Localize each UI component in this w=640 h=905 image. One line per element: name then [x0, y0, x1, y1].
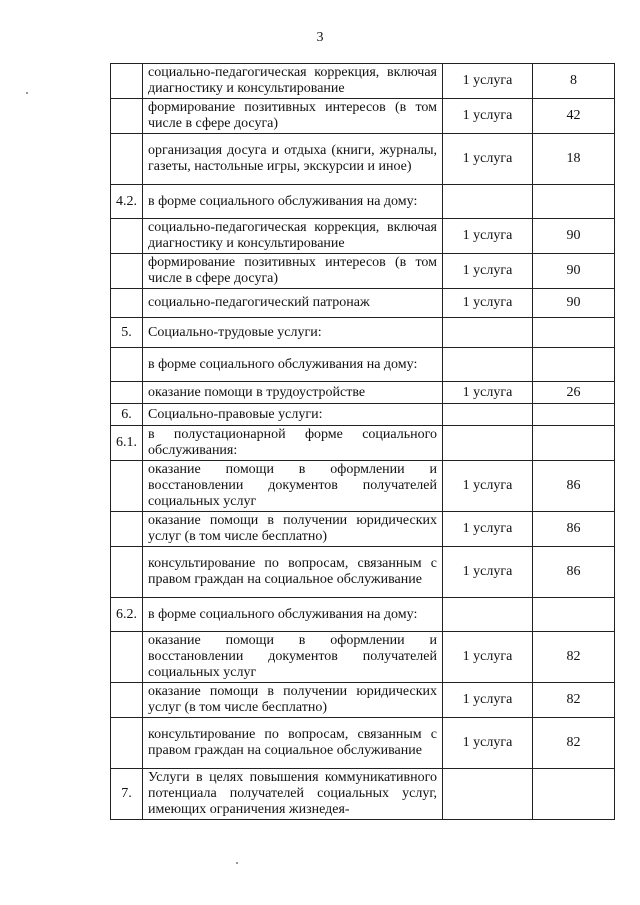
row-number — [111, 219, 143, 254]
service-name: формирование позитивных интересов (в том числе в сфере досуга) — [143, 99, 443, 134]
service-unit: 1 услуга — [443, 99, 533, 134]
row-number: 5. — [111, 318, 143, 348]
service-unit: 1 услуга — [443, 382, 533, 404]
table-row — [111, 289, 615, 318]
service-value: 42 — [533, 99, 615, 134]
service-value: 8 — [533, 64, 615, 99]
service-name: в полустационарной форме социального обслуживания: — [143, 426, 443, 461]
service-unit: 1 услуга — [443, 219, 533, 254]
service-value: 26 — [533, 382, 615, 404]
service-unit: 1 услуга — [443, 718, 533, 769]
service-value — [533, 598, 615, 632]
table-row — [111, 632, 615, 683]
service-unit: 1 услуга — [443, 512, 533, 547]
service-name: оказание помощи в оформлении и восстановлении документов получателей социальных услуг — [143, 461, 443, 512]
service-value: 18 — [533, 134, 615, 185]
table-row — [111, 461, 615, 512]
service-name: оказание помощи в оформлении и восстановлении документов получателей социальных услуг — [143, 632, 443, 683]
service-value: 86 — [533, 547, 615, 598]
service-value — [533, 318, 615, 348]
service-name: оказание помощи в получении юридических услуг (в том числе бесплатно) — [143, 512, 443, 547]
service-name: социально-педагогическая коррекция, включая диагностику и консультирование — [143, 64, 443, 99]
row-number: 4.2. — [111, 185, 143, 219]
service-unit — [443, 598, 533, 632]
table-row — [111, 404, 615, 426]
service-unit — [443, 404, 533, 426]
service-unit: 1 услуга — [443, 134, 533, 185]
row-number — [111, 382, 143, 404]
row-number — [111, 64, 143, 99]
service-unit: 1 услуга — [443, 547, 533, 598]
scan-speck — [26, 92, 28, 94]
table-row — [111, 718, 615, 769]
row-number: 6. — [111, 404, 143, 426]
service-value — [533, 185, 615, 219]
service-value: 86 — [533, 512, 615, 547]
table-row — [111, 547, 615, 598]
service-unit — [443, 318, 533, 348]
row-number — [111, 718, 143, 769]
table-row — [111, 254, 615, 289]
service-unit: 1 услуга — [443, 632, 533, 683]
table-row — [111, 426, 615, 461]
table-row — [111, 683, 615, 718]
table-row — [111, 185, 615, 219]
table-row — [111, 318, 615, 348]
table-row — [111, 512, 615, 547]
service-unit — [443, 185, 533, 219]
service-name: консультирование по вопросам, связанным с правом граждан на социальное обслуживание — [143, 718, 443, 769]
service-unit: 1 услуга — [443, 289, 533, 318]
page-number: 3 — [316, 30, 324, 45]
service-value — [533, 348, 615, 382]
scan-speck — [236, 862, 238, 864]
services-table-body — [111, 64, 615, 820]
row-number — [111, 289, 143, 318]
table-row — [111, 134, 615, 185]
row-number — [111, 254, 143, 289]
row-number — [111, 134, 143, 185]
service-name: Социально-трудовые услуги: — [143, 318, 443, 348]
service-name: формирование позитивных интересов (в том числе в сфере досуга) — [143, 254, 443, 289]
service-value: 86 — [533, 461, 615, 512]
row-number — [111, 683, 143, 718]
service-unit — [443, 348, 533, 382]
service-name: консультирование по вопросам, связанным с правом граждан на социальное обслуживание — [143, 547, 443, 598]
service-unit: 1 услуга — [443, 64, 533, 99]
service-unit — [443, 426, 533, 461]
table-row — [111, 99, 615, 134]
service-name: Социально-правовые услуги: — [143, 404, 443, 426]
service-name: оказание помощи в трудоустройстве — [143, 382, 443, 404]
table-row — [111, 219, 615, 254]
services-table — [110, 63, 615, 820]
service-value: 82 — [533, 683, 615, 718]
service-name: оказание помощи в получении юридических услуг (в том числе бесплатно) — [143, 683, 443, 718]
service-value: 90 — [533, 289, 615, 318]
service-value: 90 — [533, 219, 615, 254]
service-unit: 1 услуга — [443, 683, 533, 718]
table-row — [111, 769, 615, 820]
row-number — [111, 348, 143, 382]
row-number: 6.1. — [111, 426, 143, 461]
table-row — [111, 382, 615, 404]
service-unit — [443, 769, 533, 820]
service-value — [533, 404, 615, 426]
service-value: 90 — [533, 254, 615, 289]
service-name: Услуги в целях повышения коммуникативного потенциала получателей социальных услуг, имеющих ограничения жизнедея- — [143, 769, 443, 820]
service-name: в форме социального обслуживания на дому: — [143, 185, 443, 219]
table-row — [111, 348, 615, 382]
row-number — [111, 461, 143, 512]
service-value — [533, 426, 615, 461]
row-number: 6.2. — [111, 598, 143, 632]
row-number — [111, 512, 143, 547]
service-name: социально-педагогический патронаж — [143, 289, 443, 318]
row-number — [111, 632, 143, 683]
row-number: 7. — [111, 769, 143, 820]
service-name: организация досуга и отдыха (книги, журналы, газеты, настольные игры, экскурсии и иное) — [143, 134, 443, 185]
service-value: 82 — [533, 718, 615, 769]
service-unit: 1 услуга — [443, 254, 533, 289]
service-name: социально-педагогическая коррекция, включая диагностику и консультирование — [143, 219, 443, 254]
table-row — [111, 64, 615, 99]
row-number — [111, 99, 143, 134]
service-unit: 1 услуга — [443, 461, 533, 512]
table-row — [111, 598, 615, 632]
row-number — [111, 547, 143, 598]
service-value — [533, 769, 615, 820]
service-name: в форме социального обслуживания на дому: — [143, 348, 443, 382]
service-value: 82 — [533, 632, 615, 683]
service-name: в форме социального обслуживания на дому: — [143, 598, 443, 632]
